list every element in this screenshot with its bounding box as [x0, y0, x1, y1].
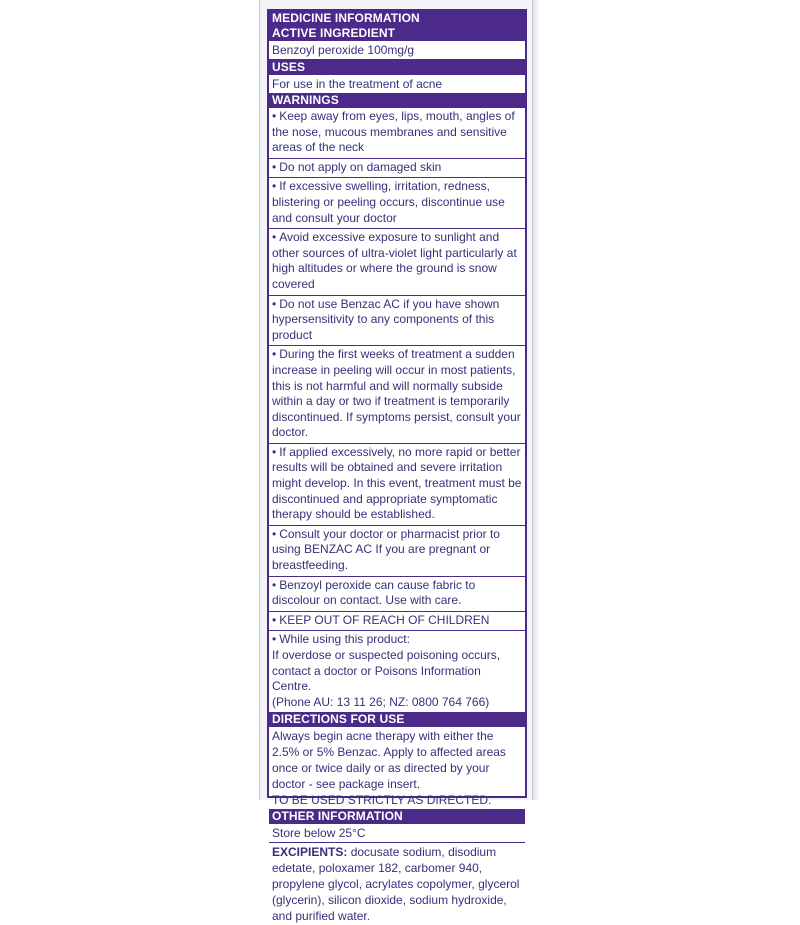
list-item: • KEEP OUT OF REACH OF CHILDREN: [269, 612, 525, 632]
active-ingredient-heading: ACTIVE INGREDIENT: [269, 26, 525, 41]
warnings-heading: WARNINGS: [269, 93, 525, 108]
directions-strict: TO BE USED STRICTLY AS DIRECTED.: [272, 793, 492, 808]
list-item: • Benzoyl peroxide can cause fabric to discolour on contact. Use with care.: [269, 577, 525, 612]
directions-body: Always begin acne therapy with either the 2.5% or 5% Benzac. Apply to affected areas once or twice daily or as directed by your doctor - see package insert.: [272, 729, 506, 792]
list-item: • Do not use Benzac AC if you have shown hypersensitivity to any components of this product: [269, 296, 525, 347]
directions-heading: DIRECTIONS FOR USE: [269, 712, 525, 727]
list-item: • If excessive swelling, irritation, redness, blistering or peeling occurs, discontinue use and consult your doctor: [269, 178, 525, 229]
bullet-icon: •: [272, 109, 277, 123]
bullet-icon: •: [272, 159, 277, 174]
excipients-label: EXCIPIENTS:: [272, 845, 348, 860]
bullet-icon: •: [272, 577, 277, 592]
bullet-icon: •: [272, 347, 277, 362]
list-item: • Consult your doctor or pharmacist prior to using BENZAC AC If you are pregnant or breastfeeding.: [269, 526, 525, 577]
bullet-icon: •: [272, 526, 277, 541]
list-item: • If applied excessively, no more rapid or better results will be obtained and severe irritation might develop. In this event, treatment must be discontinued and appropriate symptomatic therapy should be established.: [269, 444, 525, 526]
directions-text: [269, 727, 525, 809]
list-item: • Keep away from eyes, lips, mouth, angles of the nose, mucous membranes and sensitive areas of the neck: [269, 108, 525, 159]
excipients-text: [269, 843, 525, 925]
other-information-heading: OTHER INFORMATION: [269, 809, 525, 824]
bullet-icon: •: [272, 632, 277, 647]
active-ingredient-text: Benzoyl peroxide 100mg/g: [269, 41, 525, 60]
bullet-icon: •: [272, 179, 277, 194]
list-item: • During the first weeks of treatment a sudden increase in peeling will occur in most patients, this is not harmful and will normally subside within a day or two if treatment is temporarily discontinued. If symptoms persist, consult your doctor.: [269, 346, 525, 444]
list-item: • Avoid excessive exposure to sunlight and other sources of ultra-violet light particularly at high altitudes or where the ground is snow covered: [269, 229, 525, 295]
bullet-icon: •: [272, 444, 277, 459]
uses-text: For use in the treatment of acne: [272, 77, 443, 91]
warnings-list: [269, 108, 525, 712]
medicine-information-panel: [267, 9, 527, 924]
uses-heading: USES: [269, 60, 525, 75]
bullet-icon: •: [272, 230, 277, 245]
list-item: • While using this product: If overdose or suspected poisoning occurs, contact a doctor or Poisons Information Centre. (Phone AU: 13 11 26; NZ: 0800 764 766): [272, 632, 501, 709]
bullet-icon: •: [272, 612, 277, 627]
bullet-icon: •: [272, 296, 277, 311]
list-item: • Do not apply on damaged skin: [269, 159, 525, 179]
other-information-text: Store below 25°C: [269, 824, 525, 843]
medicine-information-heading: MEDICINE INFORMATION: [269, 11, 525, 26]
excipients-list: docusate sodium, disodium edetate, poloxamer 182, carbomer 940, propylene glycol, acrylates copolymer, glycerol (glycerin), silicon dioxide, sodium hydroxide, and purified water.: [272, 845, 520, 924]
